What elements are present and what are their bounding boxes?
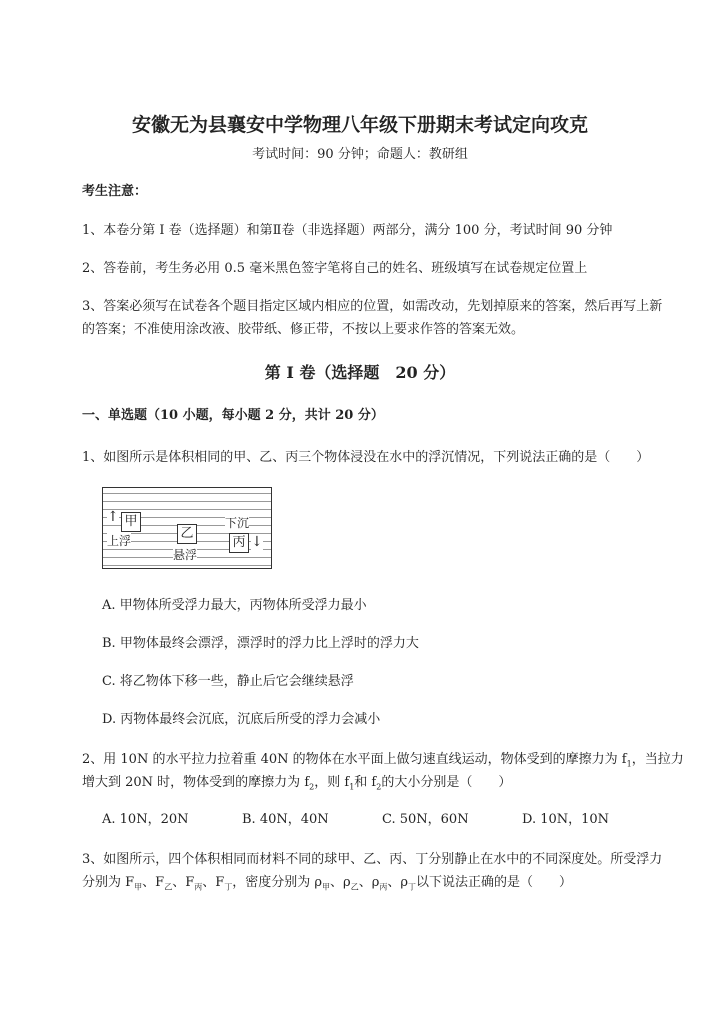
question-2-line-2 [82,771,511,792]
label-up: 上浮 [107,534,132,548]
subscript: 丁 [408,882,416,892]
section-title: 第 I 卷（选择题 20 分） [264,363,456,382]
subscript: 乙 [350,882,359,892]
question-1-stem: 1、如图所示是体积相同的甲、乙、丙三个物体浸没在水中的浮沉情况，下列说法正确的是（ ） [82,450,650,465]
option-d[interactable]: D. 丙物体最终会沉底，沉底后所受的浮力会减小 [102,712,381,727]
option-a[interactable]: A. 10N，20N [102,812,189,827]
object-jia: 甲 [121,512,141,532]
notice-item: 3、答案必须写在试卷各个题目指定区域内相应的位置，如需改动，先划掉原来的答案，然后再写上新 [82,299,663,314]
down-arrow-icon: ↓ [251,534,263,550]
notice-item: 的答案；不准使用涂改液、胶带纸、修正带，不按以上要求作答的答案无效。 [82,322,525,337]
question-3-line-1: 3、如图所示，四个体积相同而材料不同的球甲、乙、丙、丁分别静止在水中的不同深度处。所受浮力 [82,852,663,867]
notice-heading: 考生注意： [82,184,148,199]
subscript: 1 [626,759,632,769]
question-3-line-2 [82,871,572,893]
question-2-line-1 [82,748,684,769]
option-d[interactable]: D. 10N，10N [522,812,610,827]
text: 、ρ [358,875,380,890]
text: 分别为 F [82,875,135,890]
subscript: 2 [309,782,315,792]
text: 的大小分别是（ ） [381,775,512,790]
text: 、ρ [330,875,351,890]
text: 、ρ [387,875,408,890]
notice-item: 2、答卷前，考生务必用 0.5 毫米黑色签字笔将自己的姓名、班级填写在试卷规定位置上 [82,261,588,276]
text: 2、用 10N 的水平拉力拉着重 40N 的物体在水平面上做匀速直线运动，物体受到的摩擦力为 f [82,752,627,767]
subscript: 乙 [164,882,173,892]
object-yi: 乙 [177,524,197,544]
buoyancy-figure [102,487,272,569]
text: 和 f [354,775,377,790]
subscript: 2 [376,782,382,792]
text: ，则 f [314,775,350,790]
page-title: 安徽无为县襄安中学物理八年级下册期末考试定向攻克 [131,114,588,136]
up-arrow-icon: ↑ [107,509,119,525]
subscript: 甲 [134,882,143,892]
text: 、F [172,875,195,890]
option-a[interactable]: A. 甲物体所受浮力最大，丙物体所受浮力最小 [102,598,367,613]
subscript: 丁 [224,882,233,892]
text: ，当拉力 [631,752,684,767]
option-c[interactable]: C. 50N，60N [382,812,469,827]
subscript: 丙 [379,882,388,892]
object-bing: 丙 [229,533,249,553]
option-b[interactable]: B. 甲物体最终会漂浮，漂浮时的浮力比上浮时的浮力大 [102,636,419,651]
text: 以下说法正确的是（ ） [416,875,573,890]
text: 增大到 20N 时，物体受到的摩擦力为 f [82,775,310,790]
subscript: 甲 [322,882,331,892]
notice-item: 1、本卷分第 I 卷（选择题）和第Ⅱ卷（非选择题）两部分，满分 100 分，考试时间 90 分钟 [82,223,613,238]
exam-info: 考试时间：90 分钟；命题人：教研组 [252,147,468,162]
text: ，密度分别为 ρ [232,875,323,890]
part-heading: 一、单选题（10 小题，每小题 2 分，共计 20 分） [82,408,384,423]
subscript: 丙 [194,882,203,892]
text: 、F [202,875,225,890]
subscript: 1 [349,782,355,792]
option-c[interactable]: C. 将乙物体下移一些，静止后它会继续悬浮 [102,674,354,689]
label-down: 下沉 [225,516,250,530]
option-b[interactable]: B. 40N，40N [242,812,329,827]
label-suspend: 悬浮 [173,548,198,562]
text: 、F [142,875,165,890]
